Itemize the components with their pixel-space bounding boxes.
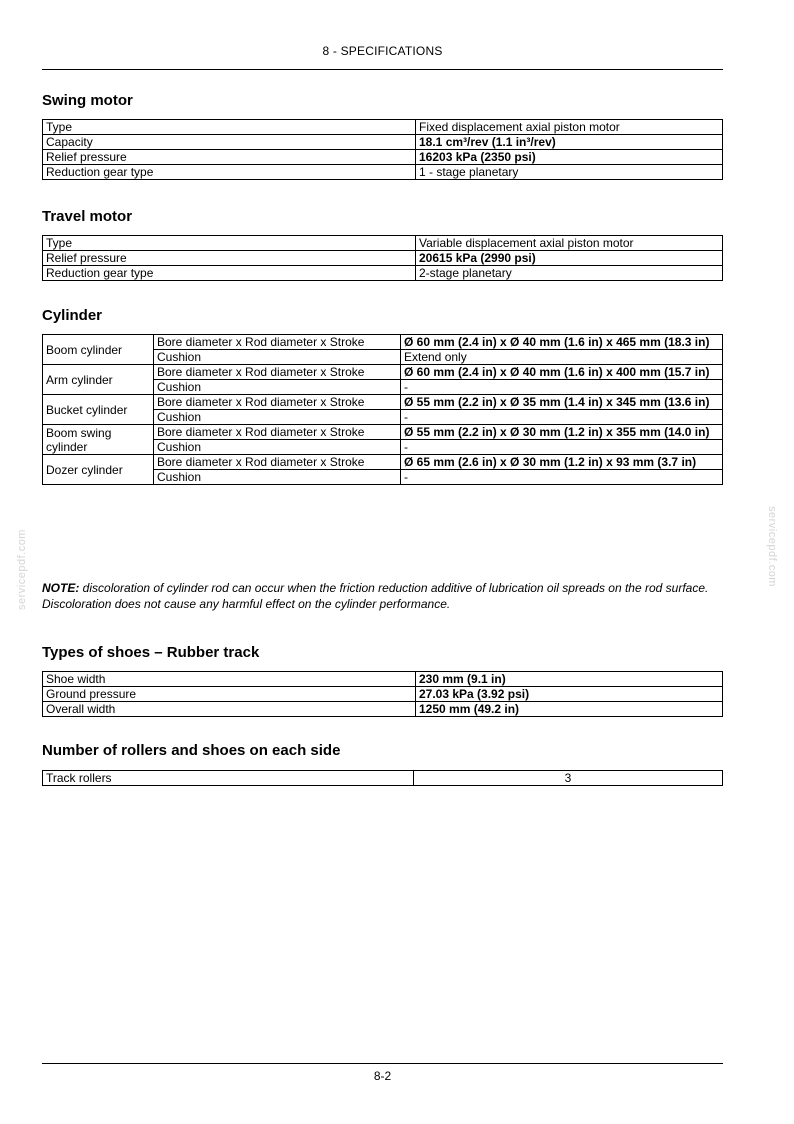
- spec-value: 2-stage planetary: [416, 266, 723, 281]
- spec-value: 1 - stage planetary: [416, 165, 723, 180]
- rollers-heading: Number of rollers and shoes on each side: [42, 742, 341, 759]
- note-paragraph: [42, 581, 732, 597]
- cylinder-name: Boom swing cylinder: [43, 425, 154, 455]
- table-row: [43, 120, 723, 135]
- cylinder-heading: Cylinder: [42, 307, 103, 324]
- table-row: [43, 365, 723, 380]
- spec-label: Reduction gear type: [43, 165, 416, 180]
- cushion-label: Cushion: [154, 470, 401, 485]
- cushion-value: -: [401, 470, 723, 485]
- spec-value: Ø 55 mm (2.2 in) x Ø 30 mm (1.2 in) x 355 mm (14.0 in): [401, 425, 723, 440]
- cylinder-table: [42, 334, 723, 485]
- note: [42, 581, 732, 612]
- spec-label: Bore diameter x Rod diameter x Stroke: [154, 455, 401, 470]
- spec-value: Ø 60 mm (2.4 in) x Ø 40 mm (1.6 in) x 400 mm (15.7 in): [401, 365, 723, 380]
- spec-label: Shoe width: [43, 672, 416, 687]
- cylinder-name: Arm cylinder: [43, 365, 154, 395]
- spec-label: Track rollers: [43, 771, 414, 786]
- header-rule: [42, 69, 723, 70]
- table-row: [43, 425, 723, 440]
- spec-label: Bore diameter x Rod diameter x Stroke: [154, 425, 401, 440]
- cushion-label: Cushion: [154, 380, 401, 395]
- swing-motor-heading: Swing motor: [42, 92, 133, 109]
- table-row: [43, 702, 723, 717]
- table-row: [43, 150, 723, 165]
- spec-label: Ground pressure: [43, 687, 416, 702]
- table-row: [43, 251, 723, 266]
- table-row: [43, 266, 723, 281]
- spec-value: 230 mm (9.1 in): [416, 672, 723, 687]
- cushion-label: Cushion: [154, 440, 401, 455]
- travel-motor-heading: Travel motor: [42, 208, 133, 225]
- table-row: [43, 771, 723, 786]
- page-number: 8-2: [373, 1069, 392, 1083]
- table-row: [43, 395, 723, 410]
- page-header: 8 - SPECIFICATIONS: [322, 44, 443, 58]
- spec-label: Relief pressure: [43, 150, 416, 165]
- table-row: [43, 687, 723, 702]
- cushion-value: -: [401, 440, 723, 455]
- rollers-table: [42, 770, 723, 786]
- table-row: [43, 135, 723, 150]
- spec-value: 27.03 kPa (3.92 psi): [416, 687, 723, 702]
- note-text: discoloration of cylinder rod can occur when the friction reduction additive of lubrication oil spreads on the rod surface.: [79, 581, 709, 595]
- cushion-value: -: [401, 380, 723, 395]
- spec-label: Type: [43, 236, 416, 251]
- spec-label: Overall width: [43, 702, 416, 717]
- cushion-label: Cushion: [154, 350, 401, 365]
- cushion-value: -: [401, 410, 723, 425]
- spec-value: 3: [414, 771, 723, 786]
- spec-value: 1250 mm (49.2 in): [416, 702, 723, 717]
- table-row: [43, 335, 723, 350]
- travel-motor-table: [42, 235, 723, 281]
- spec-value: Fixed displacement axial piston motor: [416, 120, 723, 135]
- table-row: [43, 672, 723, 687]
- note-label: NOTE:: [42, 581, 80, 595]
- swing-motor-table: [42, 119, 723, 180]
- spec-label: Reduction gear type: [43, 266, 416, 281]
- spec-label: Bore diameter x Rod diameter x Stroke: [154, 395, 401, 410]
- table-row: [43, 165, 723, 180]
- cylinder-name: Dozer cylinder: [43, 455, 154, 485]
- watermark-left: servicepdf.com: [16, 529, 28, 610]
- spec-label: Capacity: [43, 135, 416, 150]
- spec-value: Ø 65 mm (2.6 in) x Ø 30 mm (1.2 in) x 93 mm (3.7 in): [401, 455, 723, 470]
- note-text-2: Discoloration does not cause any harmful effect on the cylinder performance.: [42, 596, 451, 611]
- table-row: [43, 455, 723, 470]
- spec-value: Variable displacement axial piston motor: [416, 236, 723, 251]
- footer-rule: [42, 1063, 723, 1064]
- shoes-table: [42, 671, 723, 717]
- cylinder-name: Bucket cylinder: [43, 395, 154, 425]
- shoes-heading: Types of shoes – Rubber track: [42, 644, 260, 661]
- watermark-right: servicepdf.com: [766, 506, 778, 587]
- cushion-label: Cushion: [154, 410, 401, 425]
- spec-label: Relief pressure: [43, 251, 416, 266]
- spec-value: 16203 kPa (2350 psi): [416, 150, 723, 165]
- spec-label: Type: [43, 120, 416, 135]
- spec-label: Bore diameter x Rod diameter x Stroke: [154, 365, 401, 380]
- spec-value: 18.1 cm³/rev (1.1 in³/rev): [416, 135, 723, 150]
- cushion-value: Extend only: [401, 350, 723, 365]
- cylinder-name: Boom cylinder: [43, 335, 154, 365]
- spec-value: Ø 55 mm (2.2 in) x Ø 35 mm (1.4 in) x 345 mm (13.6 in): [401, 395, 723, 410]
- spec-value: 20615 kPa (2990 psi): [416, 251, 723, 266]
- spec-label: Bore diameter x Rod diameter x Stroke: [154, 335, 401, 350]
- table-row: [43, 236, 723, 251]
- spec-value: Ø 60 mm (2.4 in) x Ø 40 mm (1.6 in) x 465 mm (18.3 in): [401, 335, 723, 350]
